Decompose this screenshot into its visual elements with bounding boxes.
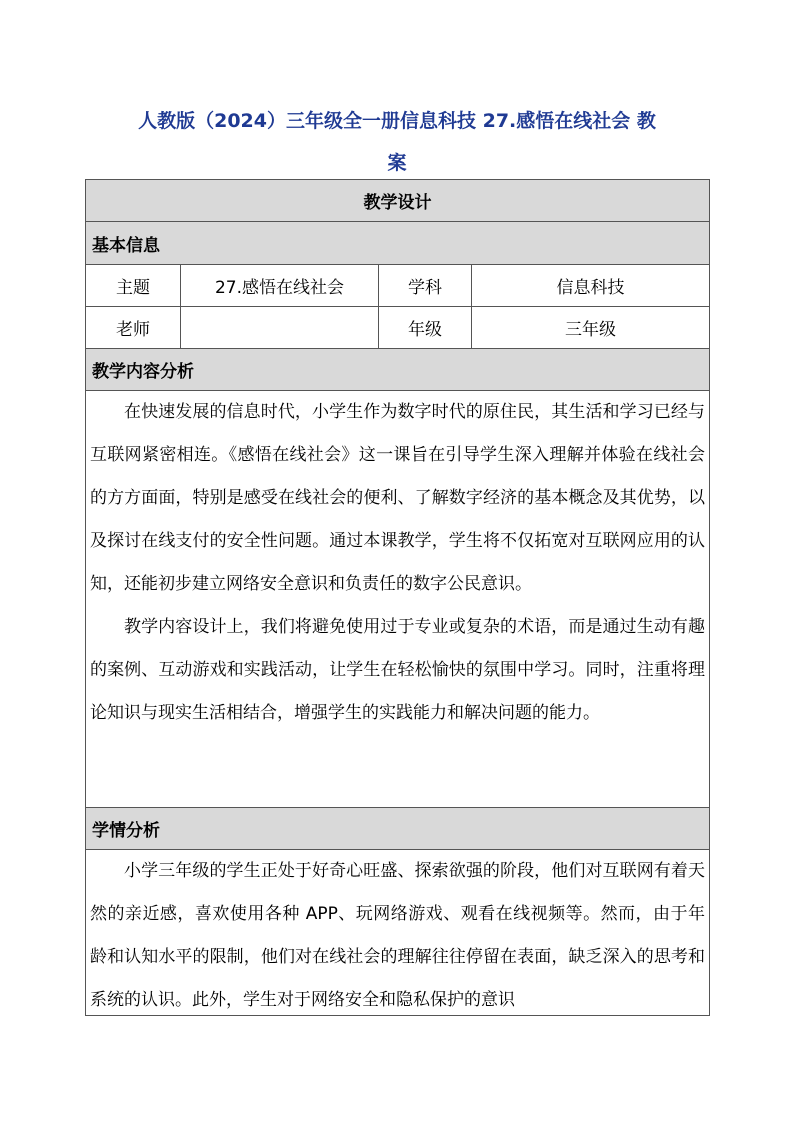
section-content-analysis: 教学内容分析 (86, 349, 710, 391)
table-header: 教学设计 (86, 180, 710, 222)
teacher-label: 老师 (86, 307, 181, 349)
discipline-label: 学科 (379, 265, 472, 307)
content-paragraph-2: 教学内容设计上，我们将避免使用过于专业或复杂的术语，而是通过生动有趣的案例、互动游戏和实践活动，让学生在轻松愉快的氛围中学习。同时，注重将理论知识与现实生活相结合，增强学生的实践能力和解决问题的能力。 (90, 617, 705, 723)
discipline-value: 信息科技 (472, 265, 710, 307)
grade-value: 三年级 (472, 307, 710, 349)
content-analysis-body (86, 391, 710, 808)
subject-topic-label: 主题 (86, 265, 181, 307)
lesson-plan-table (85, 179, 710, 1016)
section-basic-info: 基本信息 (86, 222, 710, 265)
student-analysis-body (86, 850, 710, 1016)
student-paragraph-1: 小学三年级的学生正处于好奇心旺盛、探索欲强的阶段，他们对互联网有着天然的亲近感，喜欢使用各种 APP、玩网络游戏、观看在线视频等。然而，由于年龄和认知水平的限制，他们对在线社会的理解往往停留在表面，缺乏深入的思考和系统的认识。此外，学生对于网络安全和隐私保护的意识 (90, 861, 705, 1010)
subject-topic-value: 27.感悟在线社会 (181, 265, 379, 307)
teacher-value (181, 307, 379, 349)
section-student-analysis: 学情分析 (86, 808, 710, 850)
document-title-line1: 人教版（2024）三年级全一册信息科技 27.感悟在线社会 教 (138, 110, 656, 132)
document-title-line2: 案 (387, 152, 407, 174)
grade-label: 年级 (379, 307, 472, 349)
content-paragraph-1: 在快速发展的信息时代，小学生作为数字时代的原住民，其生活和学习已经与互联网紧密相连。《感悟在线社会》这一课旨在引导学生深入理解并体验在线社会的方方面面，特别是感受在线社会的便利、了解数字经济的基本概念及其优势，以及探讨在线支付的安全性问题。通过本课教学，学生将不仅拓宽对互联网应用的认知，还能初步建立网络安全意识和负责任的数字公民意识。 (90, 402, 705, 594)
